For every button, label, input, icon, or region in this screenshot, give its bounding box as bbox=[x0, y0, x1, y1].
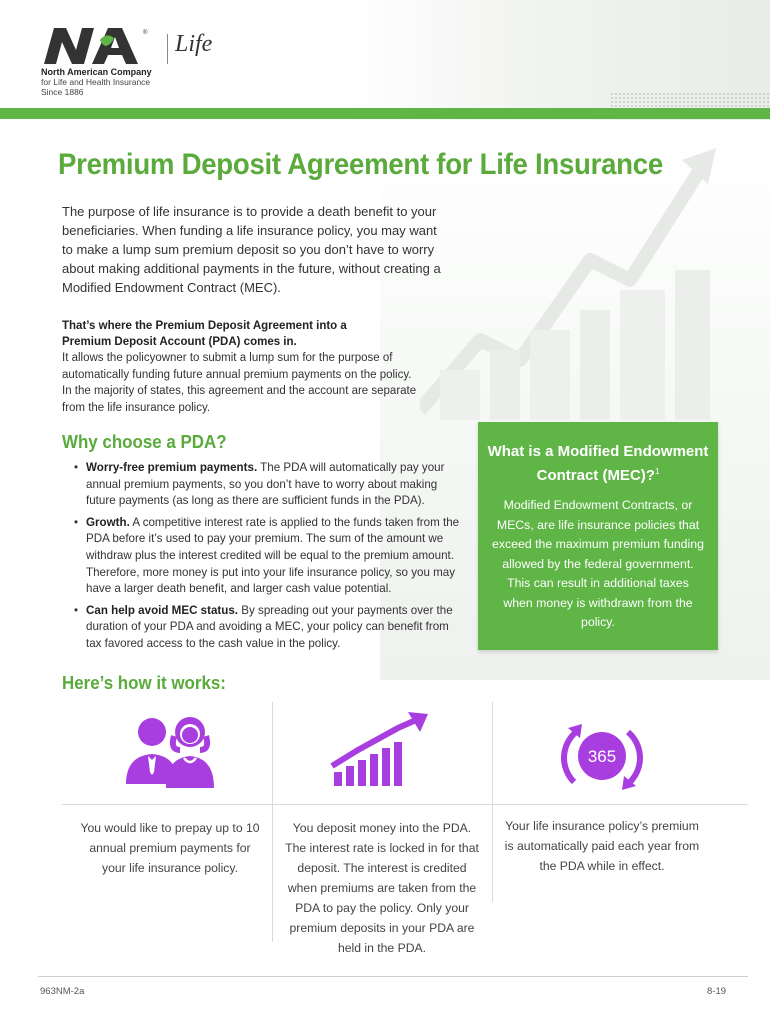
why-heading: Why choose a PDA? bbox=[62, 432, 227, 452]
bullet-text: A competitive interest rate is applied to the funds taken from the PDA before it’s used to pay your premium. The sum of the amount we withdraw plus the interest credited will be equal to the premium amount. Therefore, more money is put into your life insurance policy, so you may have a larger death benefit, and larger cash value potential. bbox=[86, 515, 460, 596]
divider bbox=[62, 804, 748, 805]
list-item bbox=[74, 603, 466, 653]
growth-chart-icon bbox=[328, 712, 438, 792]
step-2-text: You deposit money into the PDA. The interest rate is locked in for that deposit. The interest is credited when premiums are taken from the PDA to pay the policy. Only your premium deposits in your PDA are held in the PDA. bbox=[285, 821, 479, 955]
company-line-3: Since 1886 bbox=[41, 87, 84, 97]
bullet-icon: • bbox=[74, 461, 79, 474]
icon-badge-365: 365 bbox=[587, 747, 617, 766]
logo-separator bbox=[167, 34, 168, 64]
page-title: Premium Deposit Agreement for Life Insurance bbox=[58, 148, 663, 181]
mec-title bbox=[486, 442, 710, 486]
bullet-icon: • bbox=[74, 515, 79, 529]
how-heading: Here’s how it works: bbox=[62, 673, 226, 693]
intro-paragraph: The purpose of life insurance is to provide a death benefit to your beneficiaries. When funding a life insurance policy, you may want to make a lump sum premium deposit so you don’t have to worry about making additional payments in the future, without creating a Modified Endowment Contract (MEC). bbox=[62, 204, 441, 295]
pda-lead: That’s where the Premium Deposit Agreement into a Premium Deposit Account (PDA) comes in. bbox=[62, 320, 347, 348]
how-it-works-steps bbox=[62, 702, 748, 955]
mec-callout-box bbox=[478, 422, 718, 650]
form-number: 963NM-2a bbox=[40, 986, 85, 997]
why-bullet-list bbox=[74, 460, 466, 658]
divider bbox=[492, 702, 493, 902]
bullet-term: Growth. bbox=[86, 515, 130, 529]
people-icon bbox=[122, 712, 222, 792]
calendar-365-icon bbox=[554, 716, 650, 796]
bullet-term: Can help avoid MEC status. bbox=[86, 603, 239, 617]
bullet-term: Worry-free premium payments. bbox=[86, 461, 258, 474]
header bbox=[0, 0, 770, 120]
divider bbox=[272, 702, 273, 942]
pda-body: It allows the policyowner to submit a lump sum for the purpose of automatically funding future annual premium payments on the policy. In the majority of states, this agreement and the account are separate from the life insurance policy. bbox=[62, 352, 417, 414]
bullet-text: By spreading out your payments over the duration of your PDA and avoiding a MEC, your policy can benefit from tax favored access to the cash value in the policy. bbox=[86, 603, 453, 650]
list-item bbox=[74, 460, 466, 510]
company-name bbox=[41, 67, 152, 97]
step-1-text: You would like to prepay up to 10 annual premium payments for your life insurance policy. bbox=[80, 821, 260, 875]
company-line-1: North American Company bbox=[41, 67, 152, 77]
list-item bbox=[74, 515, 466, 598]
bullet-icon: • bbox=[74, 603, 79, 617]
header-green-rule bbox=[0, 108, 770, 119]
mec-body: Modified Endowment Contracts, or MECs, are life insurance policies that exceed the maximum premium funding allowed by the federal government. This can result in additional taxes when money is withdrawn from the policy. bbox=[492, 498, 704, 629]
company-logo bbox=[42, 26, 152, 66]
bullet-text: The PDA will automatically pay your annual premium payments, so you don’t have to worry about making future payments (as long as there are sufficient funds in the PDA). bbox=[86, 461, 445, 508]
product-label: Life bbox=[175, 31, 213, 57]
footer-rule bbox=[38, 976, 748, 977]
arrow-graphic bbox=[420, 140, 720, 420]
revision-date: 8-19 bbox=[707, 986, 727, 997]
footnote-marker: 1 bbox=[654, 467, 660, 476]
mec-title-text: What is a Modified Endowment Contract (MEC)? bbox=[487, 443, 709, 484]
step-3-text: Your life insurance policy’s premium is automatically paid each year from the PDA while in effect. bbox=[504, 819, 700, 873]
company-line-2: for Life and Health Insurance bbox=[41, 77, 151, 87]
svg-text:®: ® bbox=[143, 30, 148, 36]
header-dot-pattern bbox=[610, 92, 770, 108]
